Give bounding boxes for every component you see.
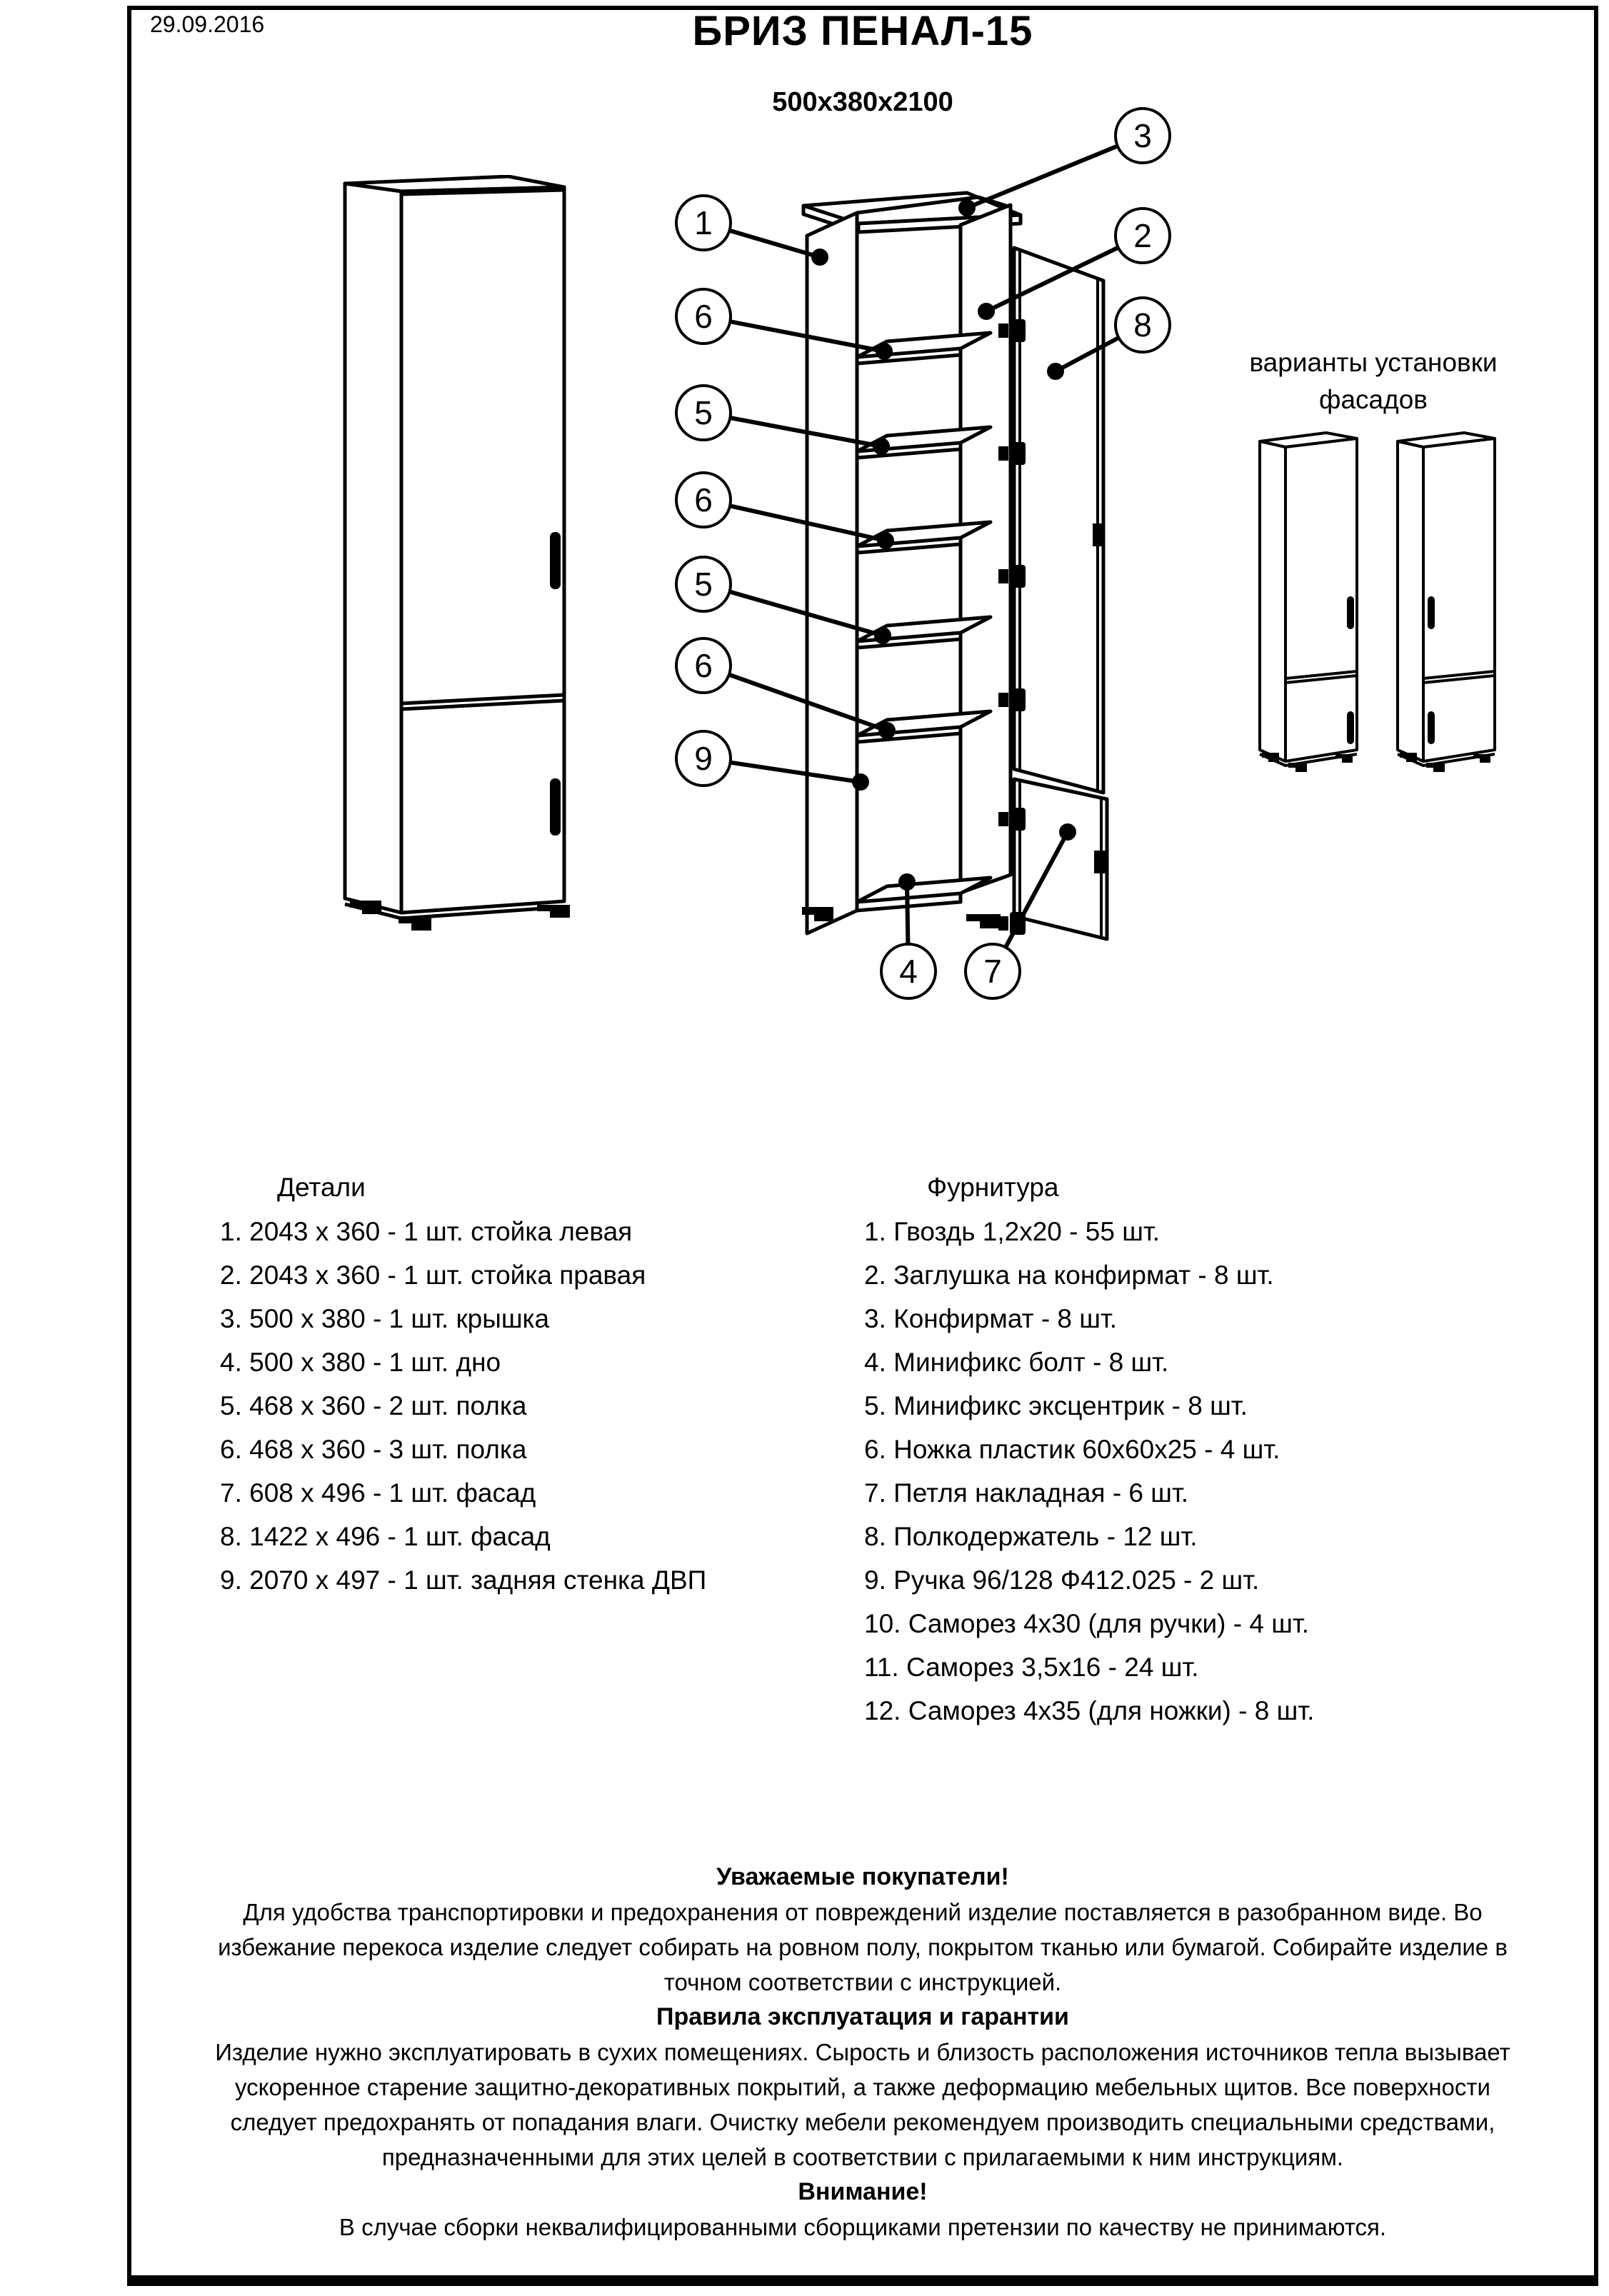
list-item: 3. Конфирмат - 8 шт.	[864, 1304, 1118, 1333]
callout-target-dot	[958, 199, 976, 216]
facade-variants-heading	[1227, 344, 1520, 418]
callout-number: 6	[694, 481, 713, 518]
notes-heading-rules: Правила эксплуатация и гарантии	[656, 2003, 1069, 2030]
list-item: В случае сборки неквалифицированными сборщиками претензии по качеству не принимаются.	[339, 2214, 1387, 2240]
callout-target-dot	[877, 532, 894, 549]
callout-number: 1	[694, 204, 713, 241]
variant-foot	[1262, 753, 1279, 762]
variant-lower-handle	[1428, 711, 1435, 744]
list-item: 8. 1422 х 496 - 1 шт. фасад	[220, 1522, 551, 1551]
door-fitting-mark	[1093, 523, 1104, 546]
upper-door-facade	[1014, 248, 1103, 793]
callout-number: 2	[1133, 217, 1152, 254]
variant-upper-handle	[1347, 596, 1354, 629]
list-item: 7. 608 х 496 - 1 шт. фасад	[220, 1478, 536, 1508]
facade-variants-drawing	[1251, 427, 1501, 798]
variant-foot	[1400, 753, 1417, 762]
list-item: 7. Петля накладная - 6 шт.	[864, 1478, 1189, 1508]
callout-number: 9	[694, 740, 713, 777]
list-item: 6. 468 х 360 - 3 шт. полка	[220, 1435, 527, 1464]
variant-foot	[1288, 763, 1307, 772]
notes-paragraph-transport	[127, 1895, 1598, 2000]
variant-foot	[1473, 754, 1490, 763]
callout-number: 5	[694, 566, 713, 603]
notes-heading-attention: Внимание!	[798, 2178, 928, 2205]
variants-heading-line2: фасадов	[1319, 385, 1428, 414]
details-list	[220, 1210, 706, 1602]
hardware-heading: Фурнитура	[927, 1173, 1059, 1202]
variant-foot	[1335, 754, 1353, 763]
lower-door-facade	[1014, 779, 1107, 939]
list-item: 4. 500 х 380 - 1 шт. дно	[220, 1348, 501, 1377]
variant-side-panel	[1398, 441, 1423, 761]
details-heading: Детали	[277, 1173, 366, 1202]
callout-number: 7	[983, 953, 1002, 990]
list-item: 2. 2043 х 360 - 1 шт. стойка правая	[220, 1260, 646, 1290]
list-item: 8. Полкодержатель - 12 шт.	[864, 1522, 1198, 1551]
list-item: 4. Минификс болт - 8 шт.	[864, 1348, 1169, 1377]
product-dimensions: 500х380х2100	[772, 87, 953, 117]
list-item: следует предохранять от попадания влаги. Очистку мебели рекомендуем производить специальными средствами,	[230, 2109, 1495, 2135]
callout-target-dot	[978, 303, 995, 320]
list-item: ускоренное старение защитно-декоративных покрытий, а также деформацию мебельных щитов. Все поверхности	[235, 2074, 1490, 2100]
variant-right-hinged-cabinet	[1398, 433, 1495, 766]
variant-front-face	[1285, 438, 1357, 761]
list-item: 11. Саморез 3,5х16 - 24 шт.	[864, 1653, 1199, 1682]
list-item: 5. Минификс эксцентрик - 8 шт.	[864, 1391, 1248, 1420]
list-item: избежание перекоса изделие следует собирать на ровном полу, покрытом тканью или бумагой. Собирайте изделие в	[218, 1934, 1508, 1960]
variant-lower-handle	[1347, 711, 1354, 744]
notes-paragraph-care	[127, 2035, 1598, 2175]
list-item: 2. Заглушка на конфирмат - 8 шт.	[864, 1260, 1274, 1290]
list-item: Изделие нужно эксплуатировать в сухих помещениях. Сырость и близость расположения источников тепла вызывает	[215, 2039, 1510, 2065]
doc-date: 29.09.2016	[150, 11, 265, 37]
page-title: БРИЗ ПЕНАЛ-15	[692, 8, 1033, 54]
callout-leader-line	[703, 666, 887, 731]
callout-target-dot	[811, 249, 828, 266]
callout-target-dot	[873, 438, 890, 455]
list-item: точном соответствии с инструкцией.	[663, 1969, 1062, 1995]
list-item: 9. 2070 х 497 - 1 шт. задняя стенка ДВП	[220, 1565, 707, 1595]
list-item: 6. Ножка пластик 60х60х25 - 4 шт.	[864, 1435, 1280, 1464]
list-item: 1. 2043 х 360 - 1 шт. стойка левая	[220, 1217, 633, 1246]
variant-side-panel	[1260, 441, 1285, 761]
list-item: 10. Саморез 4х30 (для ручки) - 4 шт.	[864, 1609, 1310, 1638]
list-item: 3. 500 х 380 - 1 шт. крышка	[220, 1304, 550, 1333]
callout-number: 6	[694, 647, 713, 684]
upper-door-handle	[550, 532, 561, 589]
callout-target-dot	[1059, 823, 1076, 841]
hardware-list	[864, 1210, 1314, 1733]
variant-upper-handle	[1428, 596, 1435, 629]
callout-number: 4	[899, 953, 918, 990]
variants-heading-line1: варианты установки	[1249, 348, 1498, 377]
notes-paragraph-claims	[127, 2210, 1598, 2245]
list-item: 5. 468 х 360 - 2 шт. полка	[220, 1391, 527, 1420]
variant-foot	[1426, 763, 1445, 772]
list-item: предназначенными для этих целей в соответствии с прилагаемыми к ним инструкциям.	[381, 2144, 1344, 2170]
notes-heading-customers: Уважаемые покупатели!	[716, 1863, 1009, 1890]
exploded-view-drawing	[636, 96, 1228, 1053]
callout-number: 8	[1133, 306, 1152, 344]
callout-number: 6	[694, 298, 713, 335]
cabinet-foot	[399, 916, 431, 931]
callout-target-dot	[852, 773, 869, 791]
callout-target-dot	[878, 722, 896, 739]
cabinet-foot	[350, 901, 381, 914]
list-item: Для удобства транспортировки и предохранения от повреждений изделие поставляется в разобранном виде. Во	[243, 1899, 1483, 1925]
notes-block	[127, 1860, 1598, 2245]
assembled-cabinet-drawing	[314, 175, 586, 943]
callout-target-dot	[1047, 363, 1064, 380]
callout-target-dot	[898, 873, 916, 891]
callout-number: 5	[694, 394, 713, 431]
list-item: 12. Саморез 4х35 (для ножки) - 8 шт.	[864, 1696, 1315, 1725]
cabinet-front-face	[401, 187, 564, 913]
cabinet-foot	[966, 914, 1001, 928]
cabinet-left-side-panel	[345, 184, 401, 913]
callout-target-dot	[876, 343, 893, 360]
cabinet-foot	[537, 905, 570, 918]
callout-target-dot	[874, 627, 891, 644]
variant-left-hinged-cabinet	[1260, 433, 1357, 766]
callout-number: 3	[1133, 117, 1152, 154]
door-fitting-mark	[1094, 851, 1106, 873]
lower-door-handle	[550, 778, 561, 836]
title-wrap	[127, 7, 1598, 55]
list-item: 1. Гвоздь 1,2х20 - 55 шт.	[864, 1217, 1161, 1246]
left-side-panel	[807, 213, 857, 933]
bottom-panel	[857, 878, 991, 911]
list-item: 9. Ручка 96/128 Ф412.025 - 2 шт.	[864, 1565, 1260, 1595]
